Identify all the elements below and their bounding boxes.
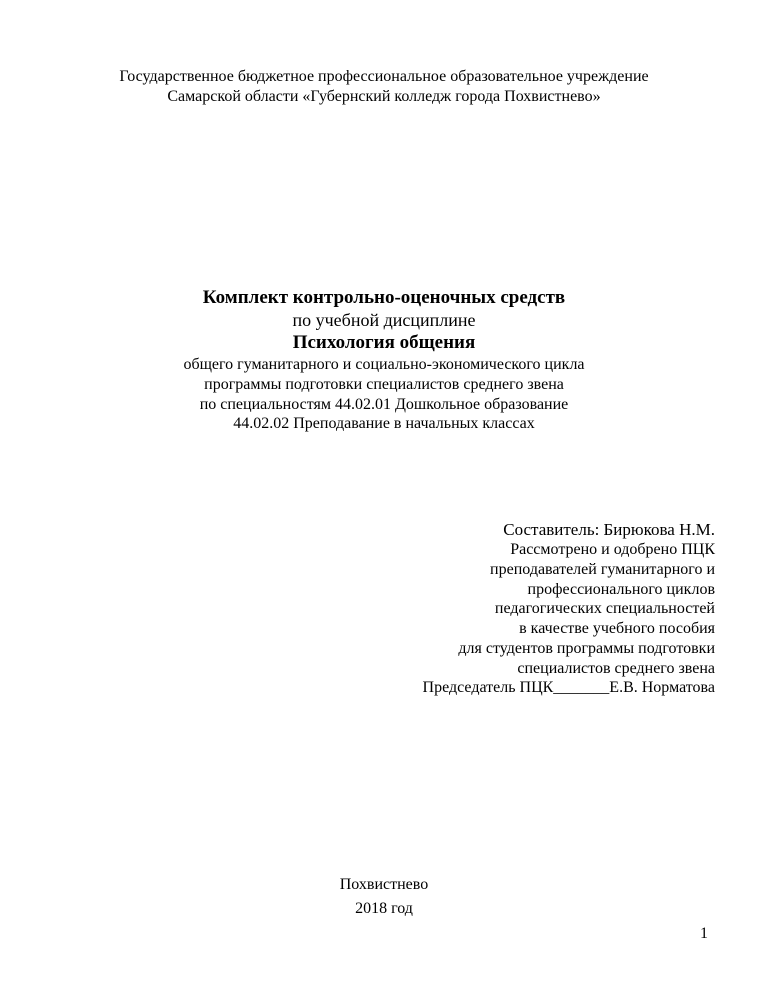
description-line3: по специальностям 44.02.01 Дошкольное образование [199, 396, 569, 413]
discipline-name: Психология общения [292, 332, 476, 353]
description-line2: программы подготовки специалистов среднего звена [204, 376, 564, 393]
institution-name-line2: Самарской области «Губернский колледж города Похвистнево» [167, 88, 601, 105]
approval-line1: Рассмотрено и одобрено ПЦК [510, 541, 715, 558]
approval-line2: преподавателей гуманитарного и [490, 561, 715, 578]
approval-line7: специалистов среднего звена [517, 660, 715, 677]
approval-line6: для студентов программы подготовки [458, 640, 715, 657]
city-name: Похвистнево [339, 876, 429, 893]
chair-signature-line: Председатель ПЦК_______Е.В. Норматова [422, 679, 715, 696]
document-title: Комплект контрольно-оценочных средств [202, 287, 566, 308]
description-line4: 44.02.02 Преподавание в начальных классах [233, 415, 535, 432]
author-line: Составитель: Бирюкова Н.М. [503, 520, 715, 539]
year: 2018 год [355, 900, 413, 917]
institution-name-line1: Государственное бюджетное профессиональное образовательное учреждение [119, 68, 649, 85]
approval-line4: педагогических специальностей [494, 600, 715, 617]
approval-line5: в качестве учебного пособия [519, 620, 715, 637]
page-number: 1 [700, 925, 708, 942]
document-subtitle: по учебной дисциплине [292, 310, 476, 330]
approval-line3: профессионального циклов [527, 581, 715, 598]
description-line1: общего гуманитарного и социально-экономического цикла [183, 356, 585, 373]
